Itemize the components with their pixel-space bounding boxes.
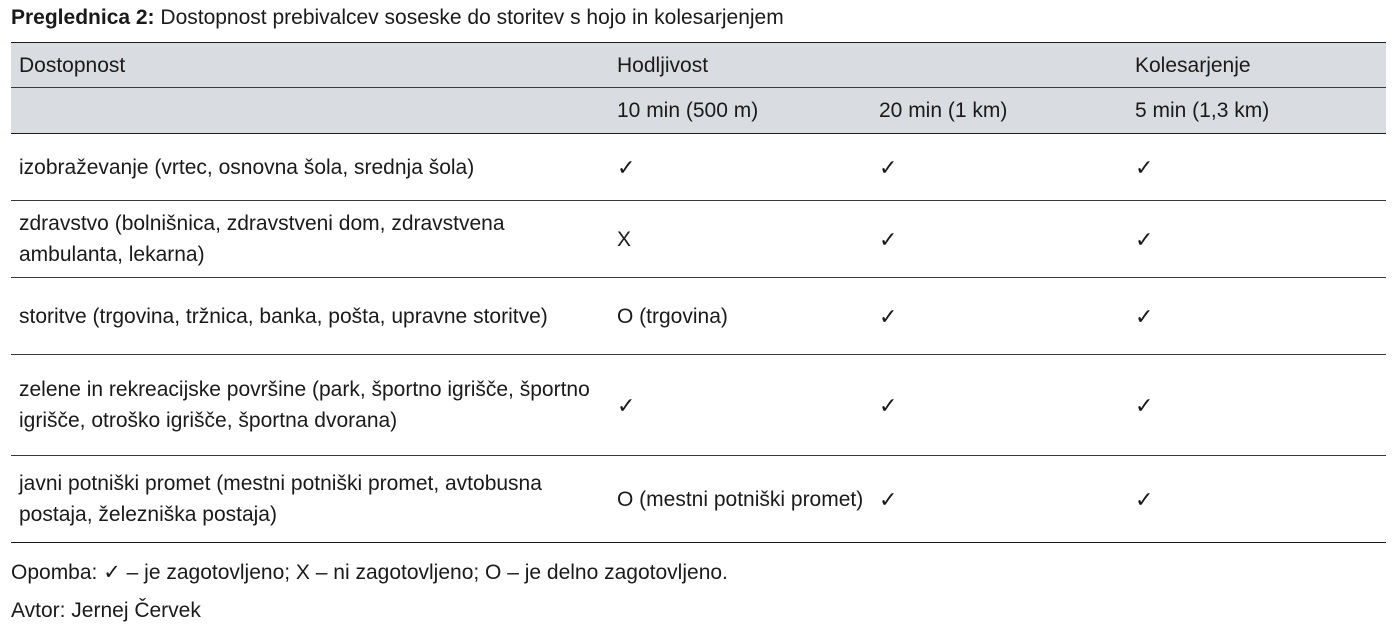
bike-5-cell: ✓ (1127, 456, 1386, 543)
header-cell: Kolesarjenje (1127, 43, 1386, 88)
table-caption (11, 4, 784, 32)
header-cell: 20 min (1 km) (871, 88, 1127, 134)
walk-20-cell: ✓ (871, 278, 1127, 355)
service-cell: storitve (trgovina, tržnica, banka, pošta, upravne storitve) (11, 278, 609, 355)
table-row (11, 201, 1386, 278)
caption-text: Dostopnost prebivalcev soseske do storitev s hojo in kolesarjenjem (154, 6, 784, 29)
legend-note: Opomba: ✓ – je zagotovljeno; X – ni zagotovljeno; O – je delno zagotovljeno. (11, 561, 728, 584)
walk-10-cell: O (mestni potniški promet) (609, 456, 871, 543)
bike-5-cell: ✓ (1127, 201, 1386, 278)
table-row (11, 134, 1386, 201)
service-cell: javni potniški promet (mestni potniški promet, avtobusna postaja, železniška postaja) (11, 456, 609, 543)
bike-5-cell: ✓ (1127, 355, 1386, 456)
walk-20-cell: ✓ (871, 201, 1127, 278)
author-note: Avtor: Jernej Červek (11, 599, 201, 622)
bike-5-cell: ✓ (1127, 278, 1386, 355)
walk-10-cell: O (trgovina) (609, 278, 871, 355)
header-cell: 5 min (1,3 km) (1127, 88, 1386, 134)
service-cell: zdravstvo (bolnišnica, zdravstveni dom, zdravstvena ambulanta, lekarna) (11, 201, 609, 278)
bike-5-cell: ✓ (1127, 134, 1386, 201)
accessibility-table (11, 42, 1386, 543)
caption-label: Preglednica 2: (11, 6, 155, 29)
service-cell: zelene in rekreacijske površine (park, športno igrišče, športno igrišče, otroško igrišče, športna dvorana) (11, 355, 609, 456)
header-cell (871, 43, 1127, 88)
header-cell: Dostopnost (11, 43, 609, 88)
walk-10-cell: X (609, 201, 871, 278)
header-cell (11, 88, 609, 134)
table-row (11, 456, 1386, 543)
header-cell: Hodljivost (609, 43, 871, 88)
walk-20-cell: ✓ (871, 134, 1127, 201)
walk-20-cell: ✓ (871, 355, 1127, 456)
table-row (11, 355, 1386, 456)
walk-10-cell: ✓ (609, 355, 871, 456)
service-cell: izobraževanje (vrtec, osnovna šola, srednja šola) (11, 134, 609, 201)
table-row (11, 278, 1386, 355)
walk-10-cell: ✓ (609, 134, 871, 201)
header-row-distances (11, 88, 1386, 134)
walk-20-cell: ✓ (871, 456, 1127, 543)
header-row-categories (11, 43, 1386, 88)
header-cell: 10 min (500 m) (609, 88, 871, 134)
